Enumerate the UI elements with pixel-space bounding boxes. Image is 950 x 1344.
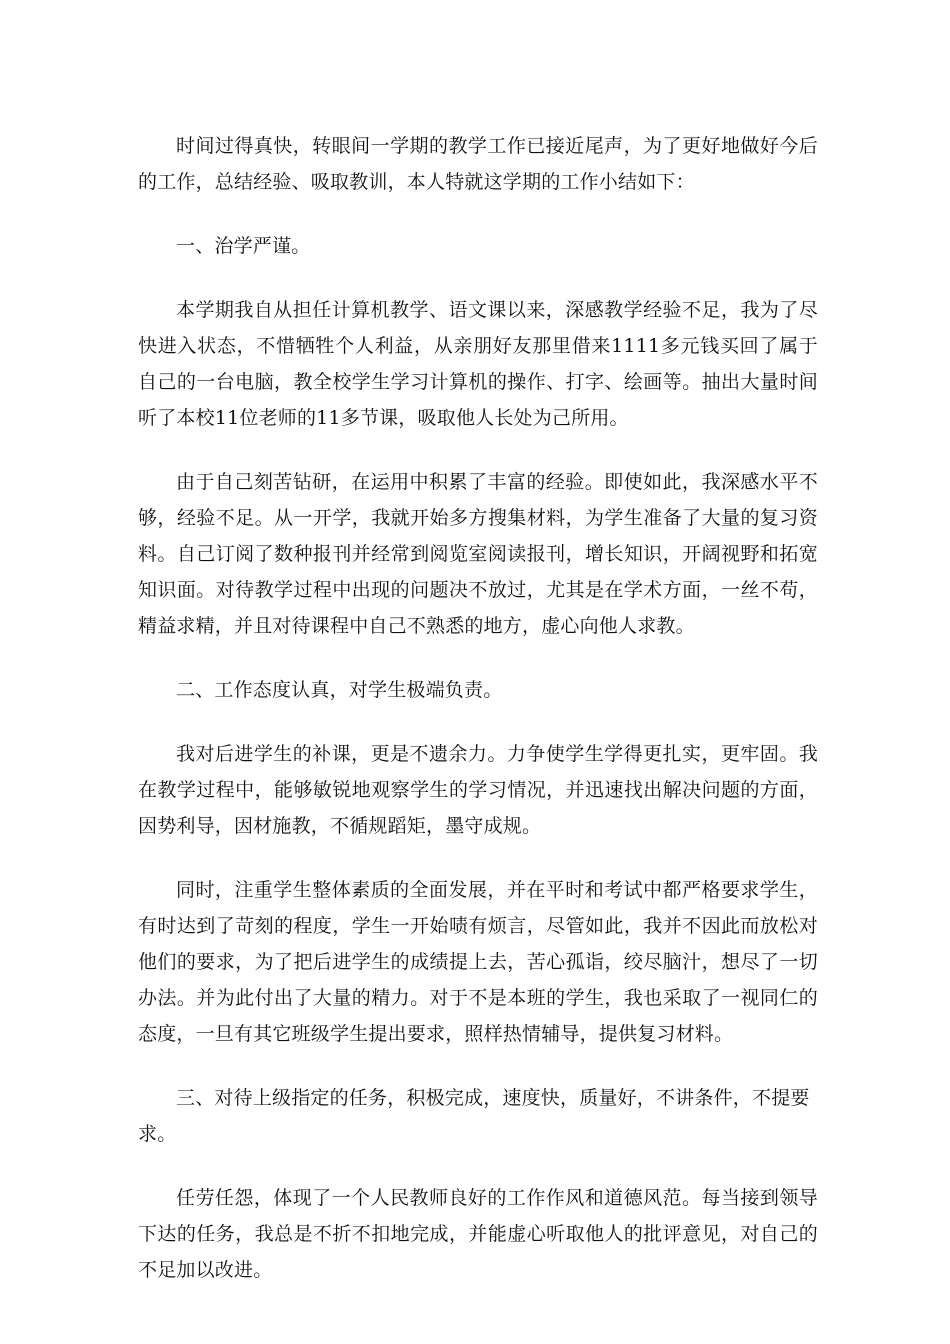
section-1-paragraph-1: 本学期我自从担任计算机教学、语文课以来，深感教学经验不足，我为了尽快进入状态，不惜牺牲个人利益，从亲朋好友那里借来1111多元钱买回了属于自己的一台电脑，教全校学生学习计算机的操作、打字、绘画等。抽出大量时间听了本校11位老师的11多节课，吸取他人长处为己所用。 [138,299,818,429]
section-heading-2: 二、工作态度认真，对学生极端负责。 [176,679,503,701]
section-heading-3: 三、对待上级指定的任务，积极完成，速度快，质量好，不讲条件，不提要求。 [138,1087,810,1145]
section-2-paragraph-2: 同时，注重学生整体素质的全面发展，并在平时和考试中都严格要求学生，有时达到了苛刻的程度，学生一开始啧有烦言，尽管如此，我并不因此而放松对他们的要求，为了把后进学生的成绩提上去，苦心孤诣，绞尽脑汁，想尽了一切办法。并为此付出了大量的精力。对于不是本班的学生，我也采取了一视同仁的态度，一旦有其它班级学生提出要求，照样热情辅导，提供复习材料。 [138,879,818,1045]
document-body [138,128,818,1316]
section-2-paragraph-1: 我对后进学生的补课，更是不遗余力。力争使学生学得更扎实，更牢固。我在教学过程中，能够敏锐地观察学生的学习情况，并迅速找出解决问题的方面，因势利导，因材施教，不循规蹈矩，墨守成规。 [138,743,818,837]
section-1-paragraph-2: 由于自己刻苦钻研，在运用中积累了丰富的经验。即使如此，我深感水平不够，经验不足。从一开学，我就开始多方搜集材料，为学生准备了大量的复习资料。自己订阅了数种报刊并经常到阅览室阅读报刊，增长知识，开阔视野和拓宽知识面。对待教学过程中出现的问题决不放过，尤其是在学术方面，一丝不苟，精益求精，并且对待课程中自己不熟悉的地方，虚心向他人求教。 [138,471,818,637]
section-heading-1: 一、治学严谨。 [176,235,311,257]
section-3-paragraph-1: 任劳任怨，体现了一个人民教师良好的工作作风和道德风范。每当接到领导下达的任务，我总是不折不扣地完成，并能虚心听取他人的批评意见，对自己的不足加以改进。 [138,1187,818,1281]
intro-paragraph: 时间过得真快，转眼间一学期的教学工作已接近尾声，为了更好地做好今后的工作，总结经验、吸取教训，本人特就这学期的工作小结如下： [138,135,818,193]
